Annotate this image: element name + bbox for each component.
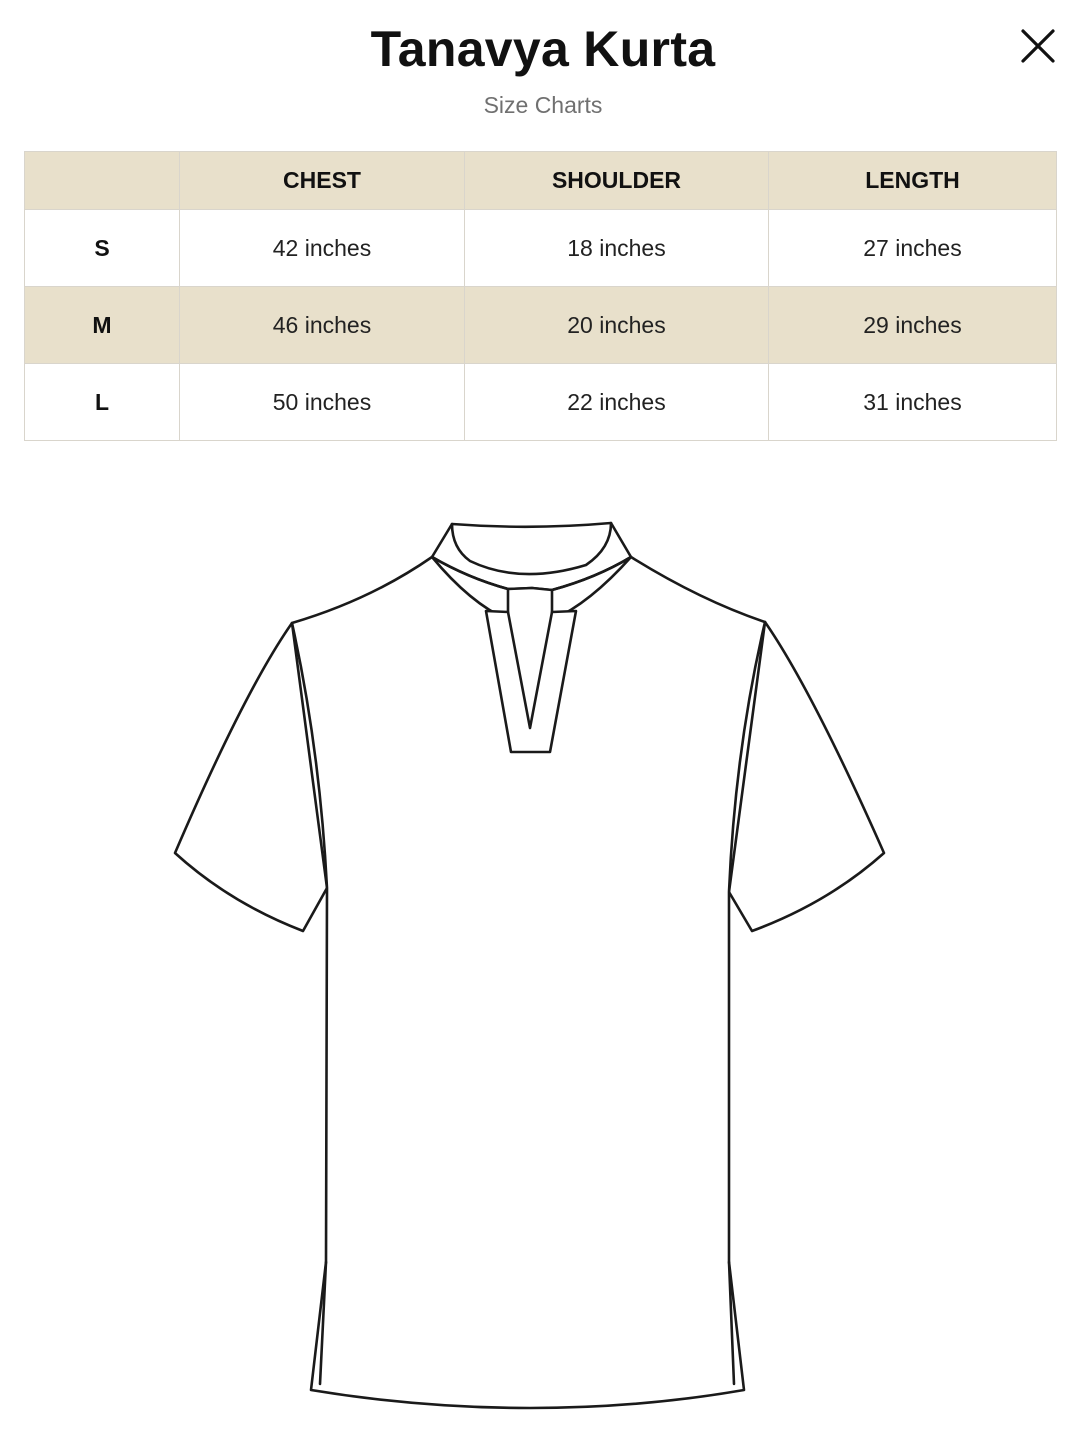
column-header-shoulder: SHOULDER <box>465 152 769 210</box>
shoulder-value: 20 inches <box>465 287 769 364</box>
size-label: S <box>25 210 180 287</box>
chest-value: 50 inches <box>180 364 465 441</box>
close-button[interactable] <box>1012 22 1060 70</box>
column-header-chest: CHEST <box>180 152 465 210</box>
length-value: 27 inches <box>769 210 1057 287</box>
chest-value: 42 inches <box>180 210 465 287</box>
table-row <box>25 287 1057 364</box>
column-header-length: LENGTH <box>769 152 1057 210</box>
size-chart-table <box>24 151 1057 441</box>
close-icon <box>1012 22 1060 70</box>
kurta-illustration <box>0 480 1086 1440</box>
table-header-row <box>25 152 1057 210</box>
size-label: L <box>25 364 180 441</box>
size-chart-header <box>0 0 1086 140</box>
product-title: Tanavya Kurta <box>370 21 716 77</box>
column-header-size <box>25 152 180 210</box>
length-value: 29 inches <box>769 287 1057 364</box>
table-row <box>25 364 1057 441</box>
chest-value: 46 inches <box>180 287 465 364</box>
shoulder-value: 18 inches <box>465 210 769 287</box>
shoulder-value: 22 inches <box>465 364 769 441</box>
size-chart-subtitle: Size Charts <box>483 92 603 118</box>
kurta-line-drawing-icon <box>0 480 1086 1440</box>
length-value: 31 inches <box>769 364 1057 441</box>
size-label: M <box>25 287 180 364</box>
table-row <box>25 210 1057 287</box>
